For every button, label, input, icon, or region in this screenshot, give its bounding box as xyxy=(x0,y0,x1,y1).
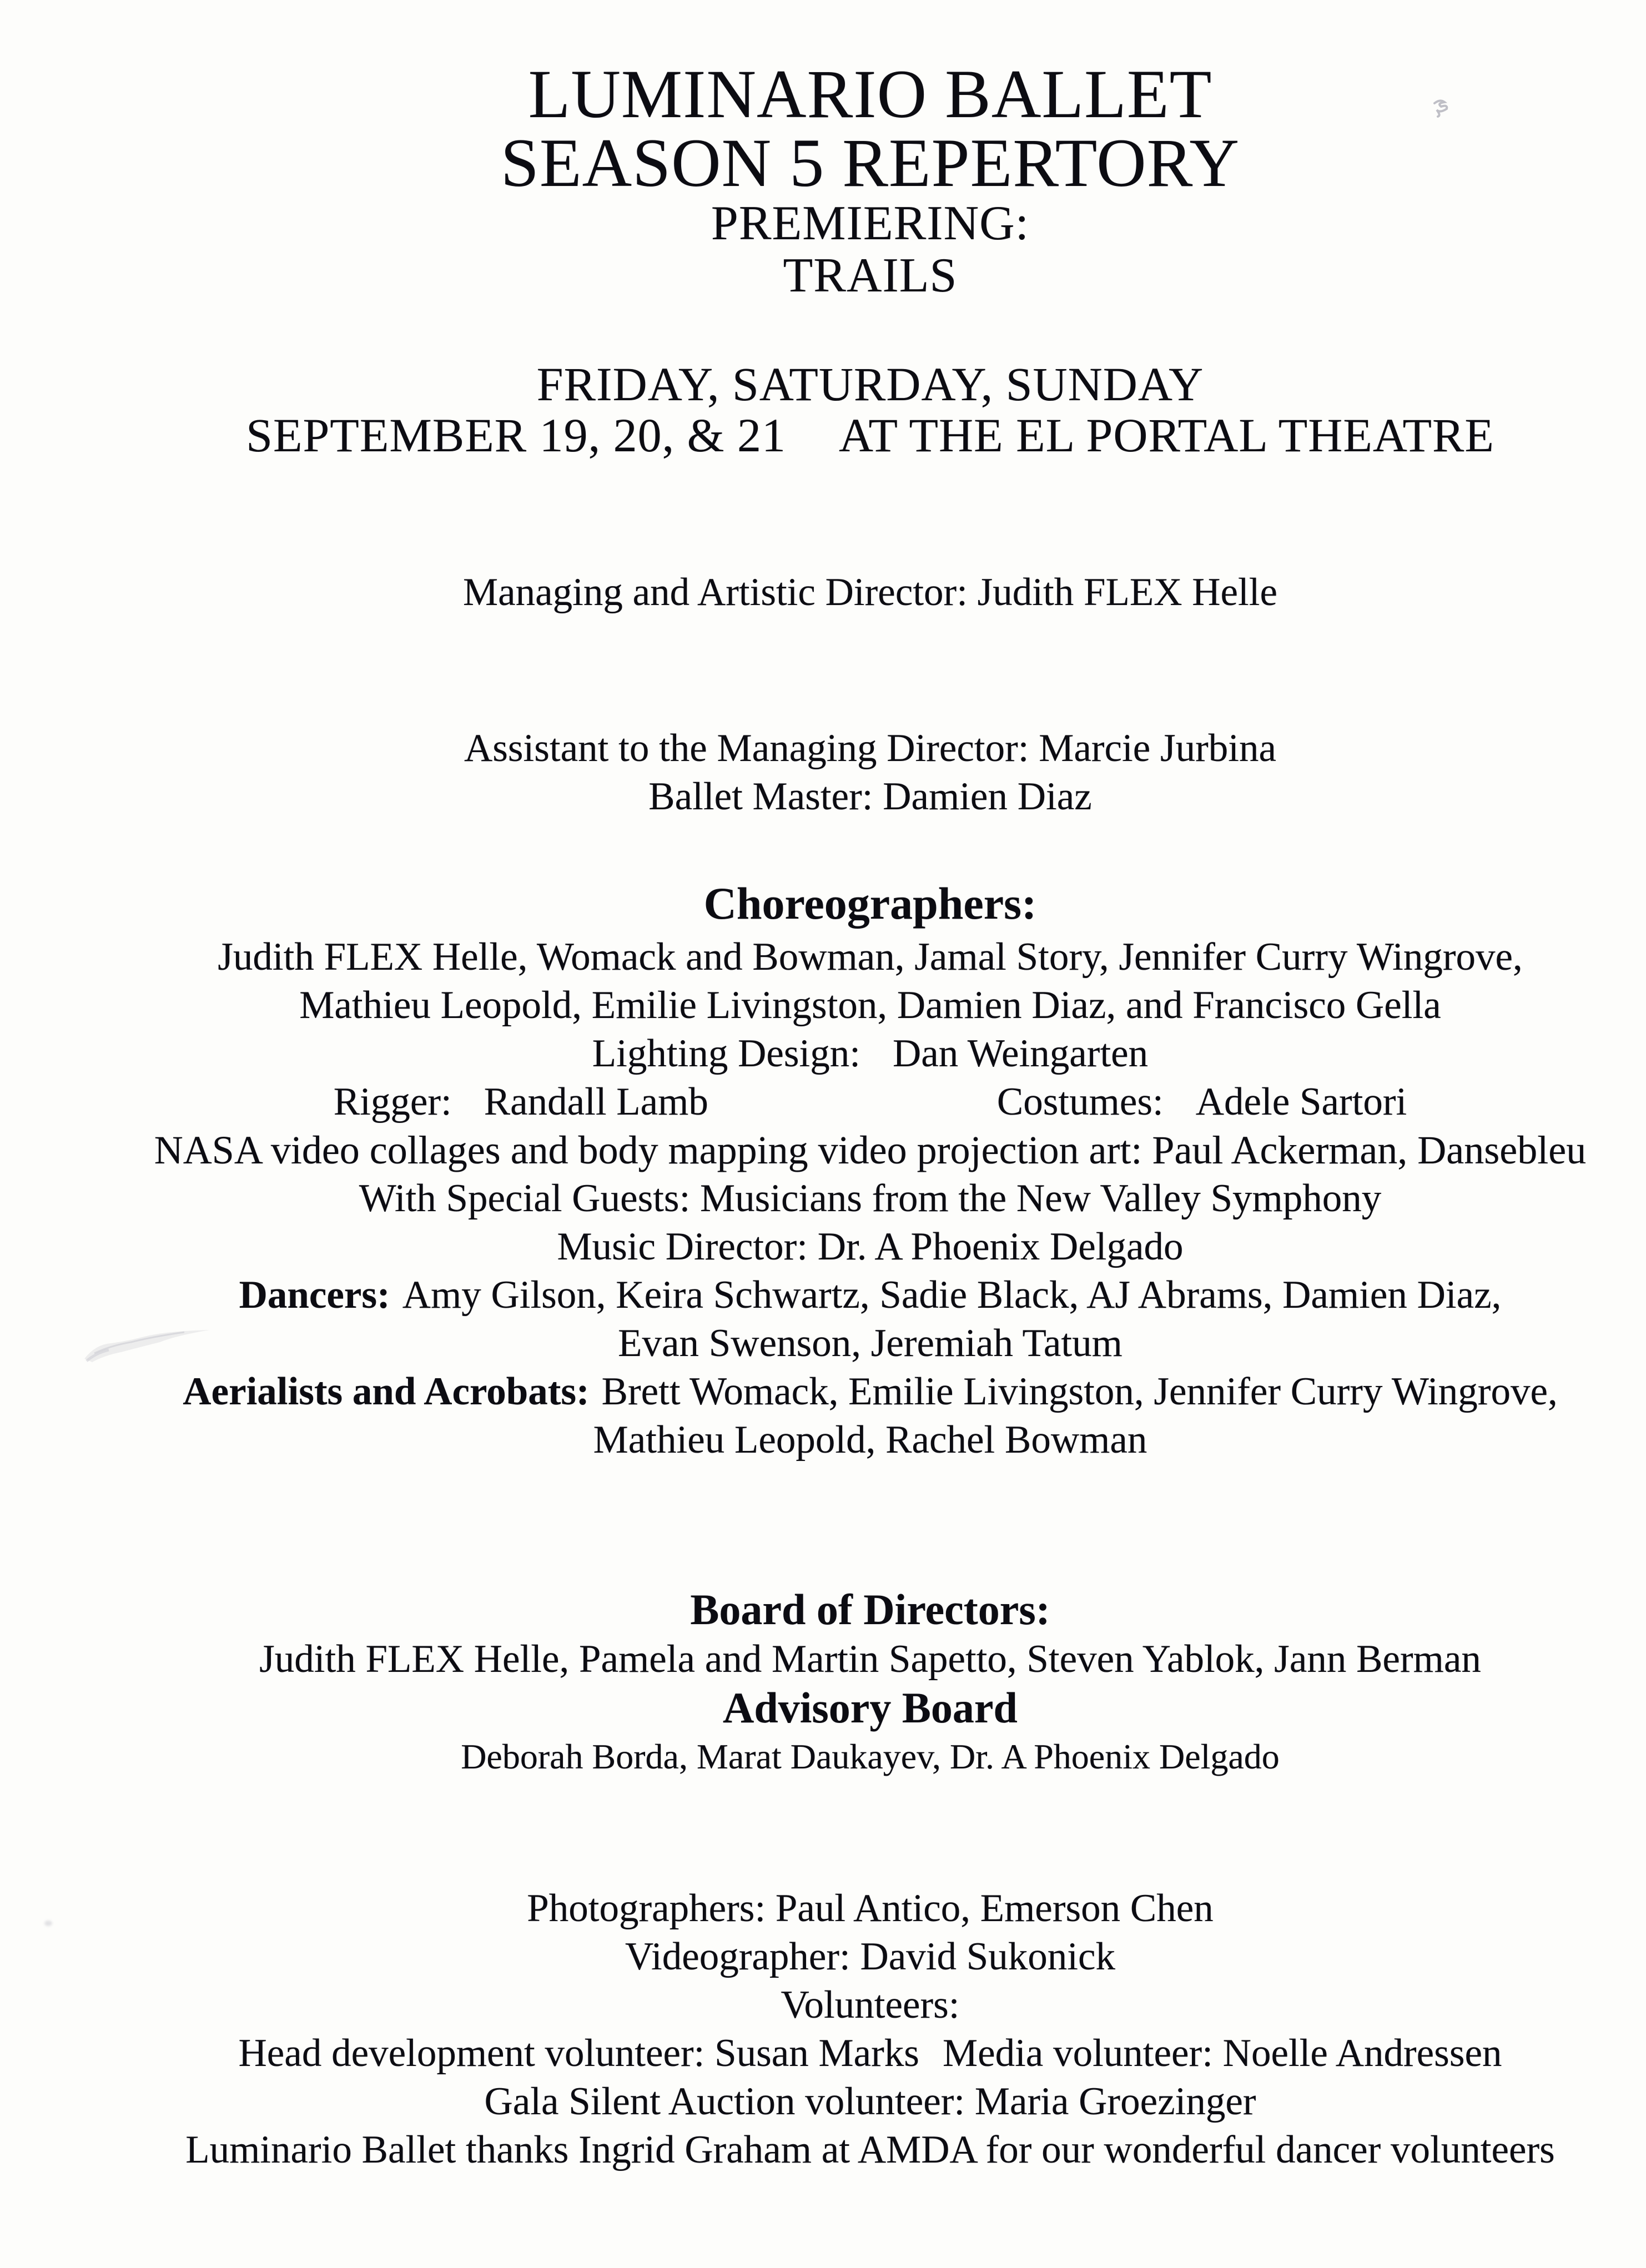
choreographers-heading: Choreographers: xyxy=(703,878,1037,929)
photographers-line: Photographers: Paul Antico, Emerson Chen xyxy=(527,1887,1214,1930)
costumes-label: Costumes: xyxy=(996,1080,1164,1123)
aerialists-label: Aerialists and Acrobats: xyxy=(183,1370,590,1413)
costumes-name: Adele Sartori xyxy=(1195,1080,1407,1123)
rigger-name: Randall Lamb xyxy=(484,1080,708,1123)
premiering-label: PREMIERING: xyxy=(711,196,1030,250)
rigger-costumes-line xyxy=(94,1078,1646,1126)
dancers-label: Dancers: xyxy=(239,1273,390,1317)
rigger-label: Rigger: xyxy=(333,1080,452,1123)
video-art-line: NASA video collages and body mapping video projection art: Paul Ackerman, Dansebleu xyxy=(154,1128,1587,1172)
company-title-line1: LUMINARIO BALLET xyxy=(528,56,1212,132)
choreographers-line2: Mathieu Leopold, Emilie Livingston, Damien Diaz, and Francisco Gella xyxy=(299,984,1441,1027)
lighting-label: Lighting Design: xyxy=(592,1032,860,1075)
advisory-members-line: Deborah Borda, Marat Daukayev, Dr. A Phoenix Delgado xyxy=(461,1737,1280,1776)
managing-director-line: Managing and Artistic Director: Judith FLEX Helle xyxy=(462,571,1278,614)
volunteers-heading: Volunteers: xyxy=(781,1983,960,2027)
dates-line2 xyxy=(94,410,1646,461)
dancers-names-1: Amy Gilson, Keira Schwartz, Sadie Black, AJ Abrams, Damien Diaz, xyxy=(402,1273,1502,1317)
dates-line2-dates: SEPTEMBER 19, 20, & 21 xyxy=(246,409,786,462)
aerialists-line1 xyxy=(94,1368,1646,1416)
choreographers-line1: Judith FLEX Helle, Womack and Bowman, Jamal Story, Jennifer Curry Wingrove, xyxy=(218,935,1523,979)
volunteers-line xyxy=(94,2029,1646,2078)
dates-line1: FRIDAY, SATURDAY, SUNDAY xyxy=(536,357,1204,411)
dancers-line1 xyxy=(94,1271,1646,1319)
volunteers-development: Head development volunteer: Susan Marks xyxy=(238,2032,919,2075)
videographer-line: Videographer: David Sukonick xyxy=(625,1935,1116,1978)
advisory-board-heading: Advisory Board xyxy=(723,1684,1018,1732)
premiere-title: TRAILS xyxy=(783,249,958,303)
aerialists-names-1: Brett Womack, Emilie Livingston, Jennifer Curry Wingrove, xyxy=(601,1370,1558,1413)
gala-volunteer-line: Gala Silent Auction volunteer: Maria Groezinger xyxy=(484,2080,1256,2123)
dancers-line2: Evan Swenson, Jeremiah Tatum xyxy=(618,1322,1122,1365)
board-members-line: Judith FLEX Helle, Pamela and Martin Sapetto, Steven Yablok, Jann Berman xyxy=(259,1637,1481,1681)
ballet-master-line: Ballet Master: Damien Diaz xyxy=(648,775,1092,818)
special-guests-line: With Special Guests: Musicians from the New Valley Symphony xyxy=(359,1177,1382,1220)
assistant-line: Assistant to the Managing Director: Marcie Jurbina xyxy=(464,727,1277,770)
lighting-line xyxy=(94,1030,1646,1078)
board-heading: Board of Directors: xyxy=(690,1585,1050,1634)
volunteers-media: Media volunteer: Noelle Andressen xyxy=(942,2032,1502,2075)
music-director-line: Music Director: Dr. A Phoenix Delgado xyxy=(557,1225,1184,1268)
aerialists-line2: Mathieu Leopold, Rachel Bowman xyxy=(593,1418,1147,1461)
dates-line2-venue: AT THE EL PORTAL THEATRE xyxy=(838,409,1494,462)
thanks-line: Luminario Ballet thanks Ingrid Graham at AMDA for our wonderful dancer volunteers xyxy=(185,2128,1555,2171)
season-title-line2: SEASON 5 REPERTORY xyxy=(500,125,1240,201)
lighting-name: Dan Weingarten xyxy=(892,1032,1149,1075)
